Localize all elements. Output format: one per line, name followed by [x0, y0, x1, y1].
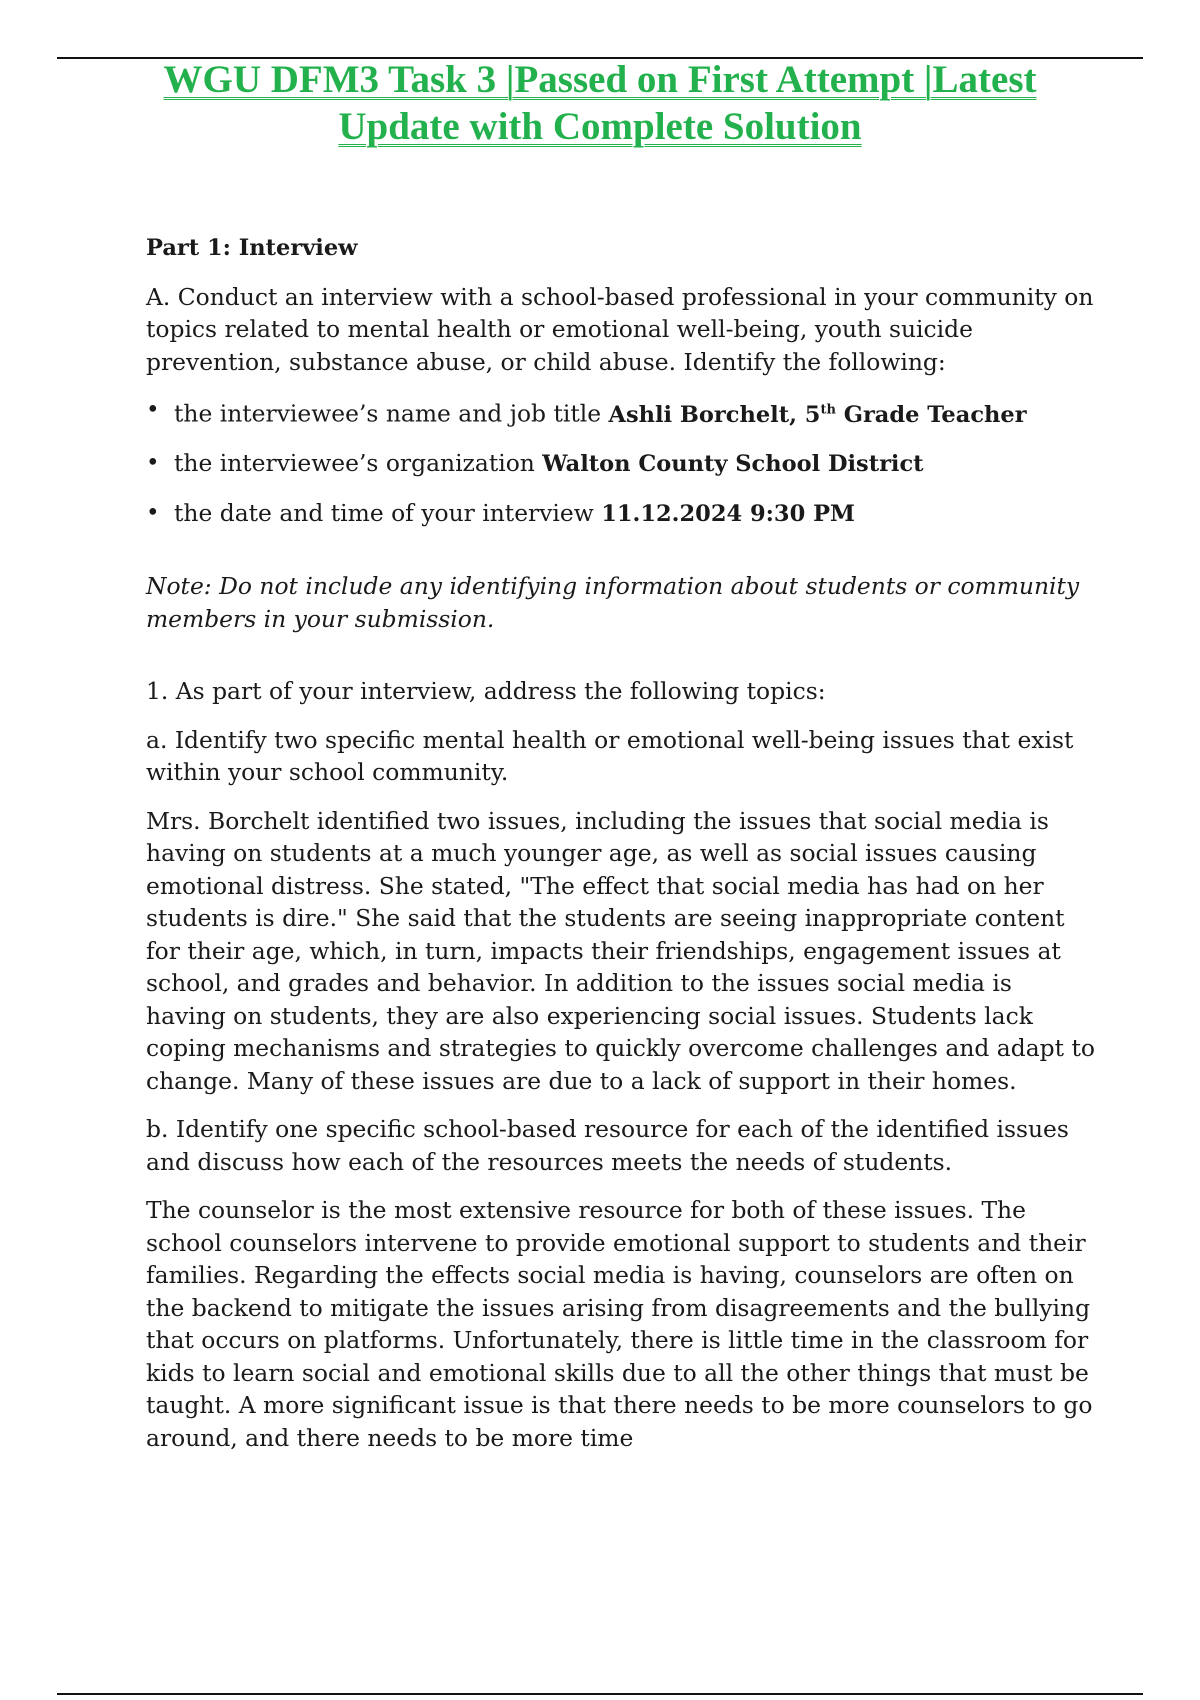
instruction-paragraph: A. Conduct an interview with a school-based professional in your community on topics related to mental health or emotional well-being, youth suicide prevention, substance abuse, or child abuse. Identify the following:	[146, 282, 1094, 376]
document-body	[146, 232, 1096, 1470]
bottom-rule	[57, 1693, 1143, 1695]
list-item	[146, 497, 1096, 531]
question-b: b. Identify one specific school-based resource for each of the identified issues and discuss how each of the resources meets the needs of students.	[146, 1115, 1069, 1176]
bullet-icon: •	[146, 499, 160, 526]
list-item	[146, 394, 1096, 431]
title-line-2: Update with Complete Solution	[338, 105, 862, 148]
list-item-label: the interviewee’s organization	[174, 449, 543, 477]
part-heading: Part 1: Interview	[146, 235, 358, 261]
interviewee-name-title: Ashli Borchelt, 5th Grade Teacher	[608, 401, 1027, 428]
identify-list	[146, 394, 1096, 530]
list-item	[146, 447, 1096, 481]
section-intro: 1. As part of your interview, address the following topics:	[146, 677, 826, 705]
answer-a: Mrs. Borchelt identified two issues, including the issues that social media is having on students at a much younger age, as well as social issues causing emotional distress. She stated, "The effect that social media has had on her students is dire." She said that the students are seeing inappropriate content for their age, which, in turn, impacts their friendships, engagement issues at school, and grades and behavior. In addition to the issues social media is having on students, they are also experiencing social issues. Students lack coping mechanisms and strategies to quickly overcome challenges and adapt to change. Many of these issues are due to a lack of support in their homes.	[146, 806, 1095, 1095]
document-title	[120, 56, 1080, 150]
list-item-label: the date and time of your interview	[174, 498, 602, 527]
bullet-icon: •	[146, 450, 160, 476]
interviewee-organization: Walton County School District	[542, 451, 924, 477]
note-paragraph: Note: Do not include any identifying information about students or community members in your submission.	[146, 572, 1080, 633]
question-a: a. Identify two specific mental health or emotional well-being issues that exist within your school community.	[146, 725, 1074, 786]
answer-b: The counselor is the most extensive resource for both of these issues. The school counselors intervene to provide emotional support to students and their families. Regarding the effects social media is having, counselors are often on the backend to mitigate the issues arising from disagreements and the bullying that occurs on platforms. Unfortunately, there is little time in the classroom for kids to learn social and emotional skills due to all the other things that must be taught. A more significant issue is that there needs to be more counselors to go around, and there needs to be more time	[146, 1196, 1093, 1452]
list-item-label: the interviewee’s name and job title	[174, 399, 609, 428]
title-line-1: WGU DFM3 Task 3 |Passed on First Attempt |Latest	[163, 58, 1037, 101]
bullet-icon: •	[146, 397, 160, 423]
interview-datetime: 11.12.2024 9:30 PM	[601, 500, 855, 527]
